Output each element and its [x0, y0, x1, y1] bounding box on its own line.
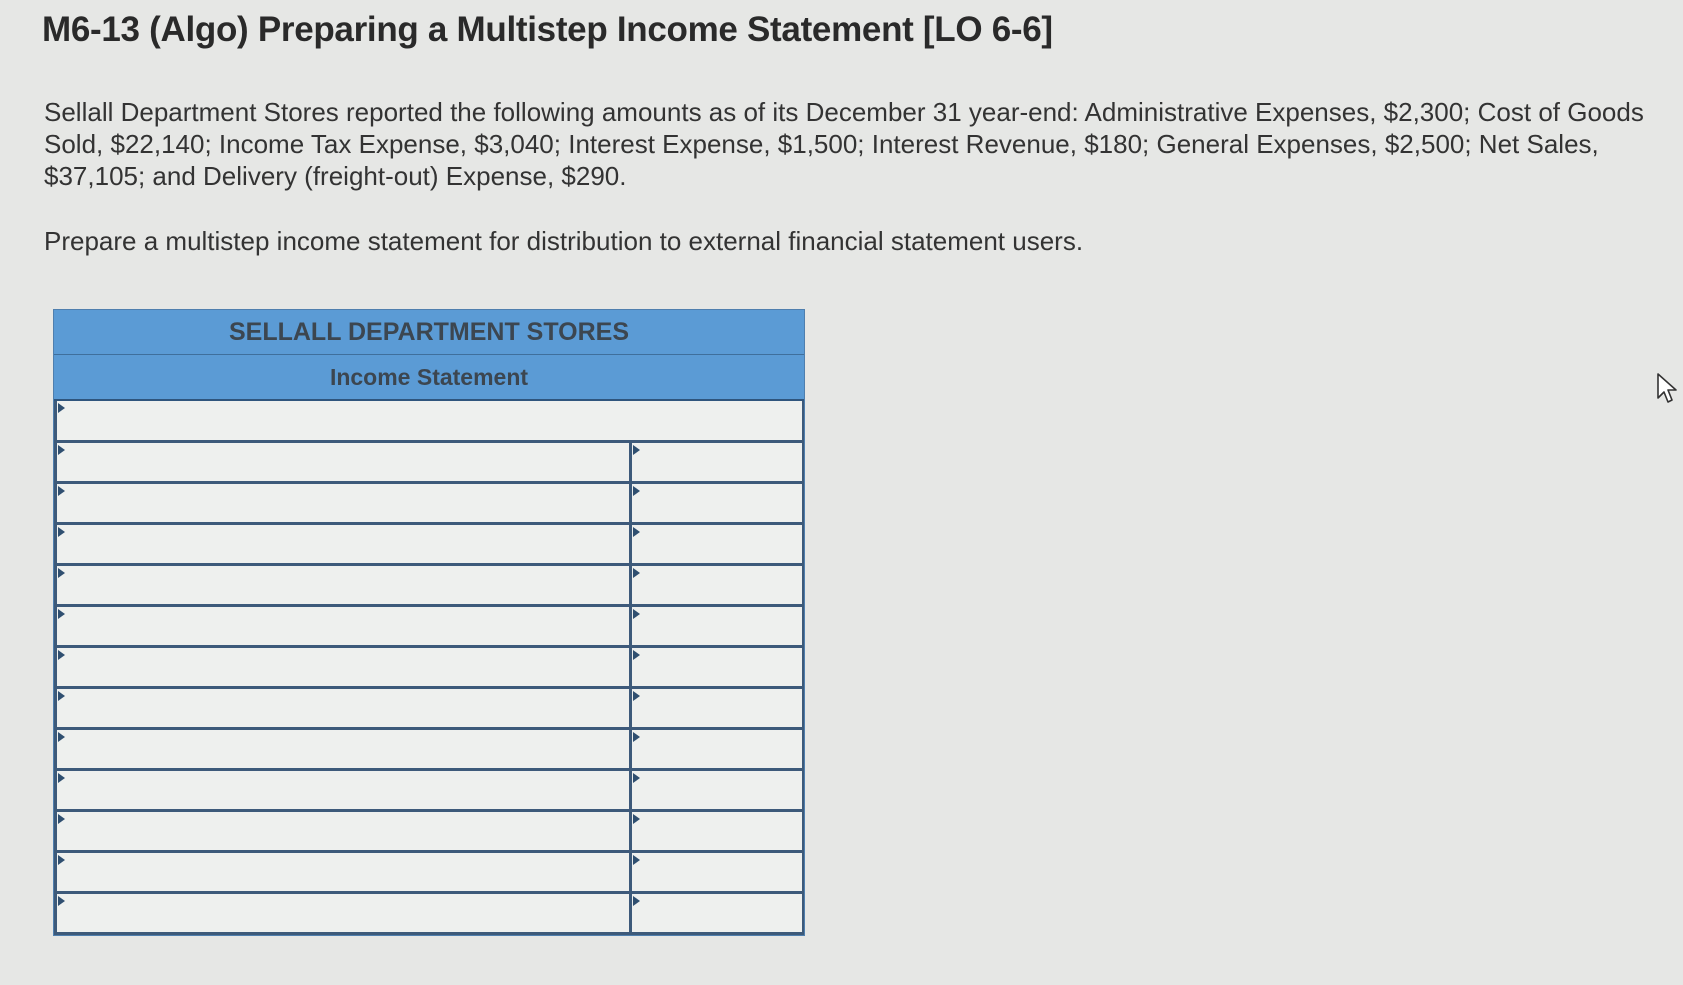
dropdown-marker-icon — [633, 650, 640, 660]
amount-input[interactable] — [632, 566, 802, 604]
dropdown-marker-icon — [58, 650, 65, 660]
dropdown-marker-icon — [58, 691, 65, 701]
period-row — [54, 401, 804, 443]
line-item-dropdown[interactable] — [54, 648, 632, 686]
line-item-input[interactable] — [57, 566, 629, 604]
company-name-header: SELLALL DEPARTMENT STORES — [54, 310, 804, 355]
amount-cell[interactable] — [632, 566, 804, 604]
line-item-input[interactable] — [57, 689, 629, 727]
statement-row — [54, 607, 804, 648]
statement-row — [54, 812, 804, 853]
amount-input[interactable] — [632, 730, 802, 768]
line-item-dropdown[interactable] — [54, 689, 632, 727]
dropdown-marker-icon — [58, 732, 65, 742]
amount-cell[interactable] — [632, 607, 804, 645]
dropdown-marker-icon — [633, 445, 640, 455]
dropdown-marker-icon — [633, 814, 640, 824]
dropdown-marker-icon — [633, 896, 640, 906]
statement-row — [54, 730, 804, 771]
statement-row — [54, 853, 804, 894]
mouse-pointer-icon — [1656, 372, 1680, 406]
line-item-input[interactable] — [57, 648, 629, 686]
line-item-dropdown[interactable] — [54, 730, 632, 768]
dropdown-marker-icon — [633, 691, 640, 701]
statement-row — [54, 525, 804, 566]
line-item-input[interactable] — [57, 730, 629, 768]
dropdown-marker-icon — [58, 814, 65, 824]
amount-input[interactable] — [632, 607, 802, 645]
income-statement-table — [53, 309, 805, 936]
amount-cell[interactable] — [632, 648, 804, 686]
amount-input[interactable] — [632, 812, 802, 850]
statement-row — [54, 443, 804, 484]
dropdown-marker-icon — [58, 527, 65, 537]
line-item-dropdown[interactable] — [54, 607, 632, 645]
period-input[interactable] — [57, 401, 802, 440]
amount-cell[interactable] — [632, 730, 804, 768]
statement-row — [54, 648, 804, 689]
dropdown-marker-icon — [58, 486, 65, 496]
statement-title-header: Income Statement — [54, 355, 804, 401]
amount-cell[interactable] — [632, 812, 804, 850]
amount-input[interactable] — [632, 771, 802, 809]
line-item-dropdown[interactable] — [54, 812, 632, 850]
line-item-dropdown[interactable] — [54, 771, 632, 809]
problem-description: Sellall Department Stores reported the following amounts as of its December 31 year-end: Administrative Expenses, $2,300; Cost of Goods Sold, $22,140; Income Tax Expense, $3,040; Interest Expense, $1,500; Interest Revenue, $180; General Expenses, $2,500; Net Sales, $37,105; and Delivery (freight-out) Expense, $290. — [44, 97, 1644, 191]
line-item-input[interactable] — [57, 812, 629, 850]
statement-row — [54, 771, 804, 812]
line-item-input[interactable] — [57, 771, 629, 809]
amount-cell[interactable] — [632, 853, 804, 891]
line-item-input[interactable] — [57, 484, 629, 522]
dropdown-marker-icon — [58, 896, 65, 906]
amount-cell[interactable] — [632, 689, 804, 727]
line-item-dropdown[interactable] — [54, 443, 632, 481]
amount-input[interactable] — [632, 894, 802, 932]
dropdown-marker-icon — [58, 609, 65, 619]
line-item-dropdown[interactable] — [54, 484, 632, 522]
problem-title: M6-13 (Algo) Preparing a Multistep Income Statement [LO 6-6] — [42, 10, 1053, 49]
amount-input[interactable] — [632, 853, 802, 891]
line-item-input[interactable] — [57, 894, 629, 932]
dropdown-marker-icon — [58, 855, 65, 865]
period-dropdown[interactable] — [54, 401, 804, 440]
dropdown-marker-icon — [633, 732, 640, 742]
line-item-input[interactable] — [57, 525, 629, 563]
dropdown-marker-icon — [633, 609, 640, 619]
dropdown-marker-icon — [58, 445, 65, 455]
amount-input[interactable] — [632, 525, 802, 563]
dropdown-marker-icon — [58, 568, 65, 578]
line-item-dropdown[interactable] — [54, 525, 632, 563]
amount-cell[interactable] — [632, 525, 804, 563]
dropdown-marker-icon — [58, 403, 65, 413]
amount-input[interactable] — [632, 648, 802, 686]
amount-input[interactable] — [632, 689, 802, 727]
statement-row — [54, 566, 804, 607]
dropdown-marker-icon — [633, 773, 640, 783]
line-item-dropdown[interactable] — [54, 853, 632, 891]
dropdown-marker-icon — [633, 855, 640, 865]
dropdown-marker-icon — [633, 527, 640, 537]
line-item-input[interactable] — [57, 443, 629, 481]
amount-input[interactable] — [632, 484, 802, 522]
amount-cell[interactable] — [632, 443, 804, 481]
amount-input[interactable] — [632, 443, 802, 481]
statement-row — [54, 484, 804, 525]
statement-grid — [54, 401, 804, 935]
dropdown-marker-icon — [58, 773, 65, 783]
line-item-dropdown[interactable] — [54, 894, 632, 932]
line-item-dropdown[interactable] — [54, 566, 632, 604]
amount-cell[interactable] — [632, 484, 804, 522]
amount-cell[interactable] — [632, 894, 804, 932]
line-item-input[interactable] — [57, 853, 629, 891]
statement-row — [54, 894, 804, 935]
problem-instruction: Prepare a multistep income statement for distribution to external financial statement users. — [44, 226, 1084, 256]
line-item-input[interactable] — [57, 607, 629, 645]
amount-cell[interactable] — [632, 771, 804, 809]
dropdown-marker-icon — [633, 486, 640, 496]
dropdown-marker-icon — [633, 568, 640, 578]
statement-row — [54, 689, 804, 730]
